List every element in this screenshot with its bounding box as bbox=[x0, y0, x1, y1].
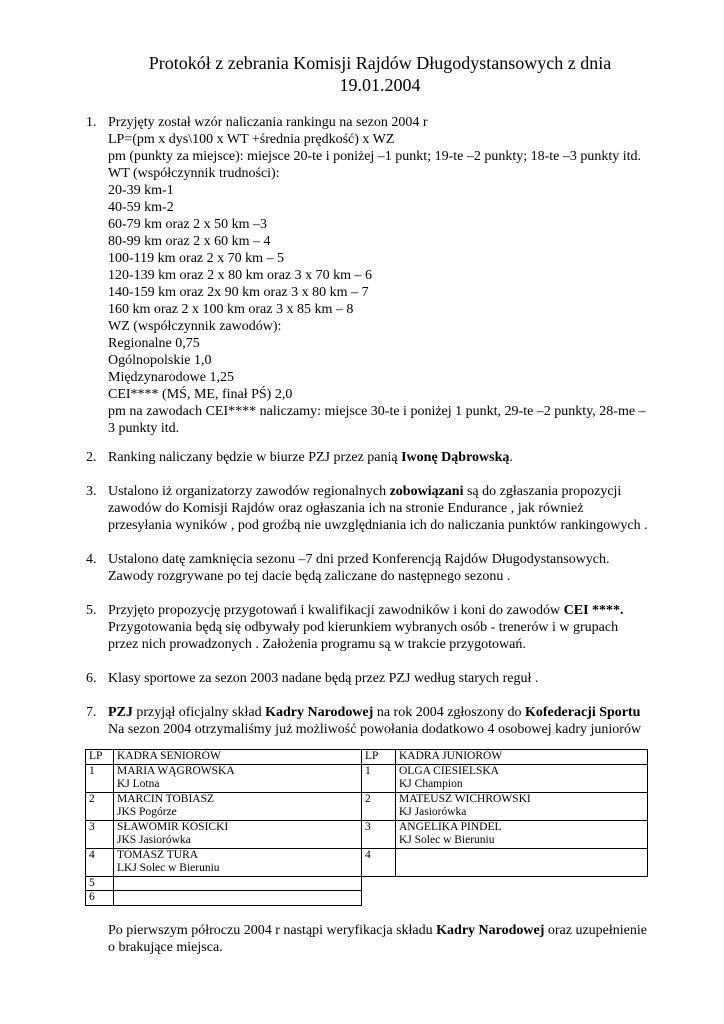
closing-line: o brakujące miejsca. bbox=[108, 940, 223, 955]
document-title bbox=[0, 52, 724, 96]
item-line: 40-59 km-2 bbox=[108, 200, 174, 215]
item-line: Przygotowania będą się odbywały pod kierunkiem wybranych osób - trenerów i w grupach bbox=[108, 620, 619, 635]
item-line: 60-79 km oraz 2 x 50 km –3 bbox=[108, 217, 268, 232]
empty-cell bbox=[396, 876, 648, 891]
table-header-row bbox=[86, 750, 648, 765]
junior-lp: 4 bbox=[362, 848, 396, 876]
senior-cell bbox=[114, 764, 362, 792]
item-number: 7. bbox=[86, 705, 97, 720]
junior-cell bbox=[396, 820, 648, 848]
header-lp-junior: LP bbox=[362, 750, 396, 765]
item-bold-text: Kadry Narodowej bbox=[265, 705, 374, 720]
item-line bbox=[108, 704, 686, 721]
item-line: 120-139 km oraz 2 x 80 km oraz 3 x 70 km – 6 bbox=[108, 268, 373, 283]
senior-cell bbox=[114, 876, 362, 891]
empty-cell bbox=[362, 891, 396, 906]
senior-lp: 4 bbox=[86, 848, 114, 876]
item-5 bbox=[86, 602, 686, 653]
senior-lp: 6 bbox=[86, 891, 114, 906]
item-4 bbox=[86, 551, 686, 585]
senior-club: JKS Pogórze bbox=[117, 806, 177, 818]
item-7 bbox=[86, 704, 686, 738]
item-text: Przyjęto propozycję przygotowań i kwalifikacji zawodników i koni do zawodów bbox=[108, 603, 564, 618]
item-line: CEI**** (MŚ, ME, finał PŚ) 2,0 bbox=[108, 387, 293, 402]
closing-line bbox=[108, 922, 698, 939]
junior-club: KJ Solec w Bieruniu bbox=[399, 834, 495, 846]
item-line: WT (współczynnik trudności): bbox=[108, 166, 280, 181]
senior-lp: 3 bbox=[86, 820, 114, 848]
item-number: 5. bbox=[86, 603, 97, 618]
item-number: 4. bbox=[86, 552, 97, 567]
item-line: Klasy sportowe za sezon 2003 nadane będą przez PZJ według starych reguł . bbox=[108, 671, 539, 686]
item-text: . bbox=[509, 450, 513, 465]
junior-lp: 1 bbox=[362, 764, 396, 792]
item-number: 6. bbox=[86, 671, 97, 686]
item-line: przez nich prowadzonych . Założenia programu są w trakcie przygotowań. bbox=[108, 637, 526, 652]
closing-text: oraz uzupełnienie bbox=[544, 923, 647, 938]
item-line: przesyłania wyników , pod groźbą nie uwzględniania ich do naliczania punktów rankingowych . bbox=[108, 518, 648, 533]
senior-cell bbox=[114, 891, 362, 906]
junior-club: KJ Jasiorówka bbox=[399, 806, 467, 818]
senior-lp: 5 bbox=[86, 876, 114, 891]
header-senior-squad: KADRA SENIORÓW bbox=[114, 750, 362, 765]
junior-lp: 3 bbox=[362, 820, 396, 848]
title-line-1: Protokół z zebrania Komisji Rajdów Długodystansowych z dnia bbox=[148, 53, 612, 73]
item-text: przyjął oficjalny skład bbox=[132, 705, 266, 720]
item-line: 100-119 km oraz 2 x 70 km – 5 bbox=[108, 251, 285, 266]
squad-table bbox=[85, 749, 648, 906]
header-junior-squad: KADRA JUNIORÓW bbox=[396, 750, 648, 765]
table-row bbox=[86, 848, 648, 876]
item-line: 20-39 km-1 bbox=[108, 183, 174, 198]
item-line: Przyjęty został wzór naliczania rankingu na sezon 2004 r bbox=[108, 115, 428, 130]
closing-bold-text: Kadry Narodowej bbox=[436, 923, 545, 938]
item-line: pm (punkty za miejsce): miejsce 20-te i poniżej –1 punkt; 19-te –2 punkty; 18-te –3 punkty itd. bbox=[108, 149, 642, 164]
item-line: Międzynarodowe 1,25 bbox=[108, 370, 234, 385]
table-row bbox=[86, 891, 648, 906]
senior-name: TOMASZ TURA bbox=[117, 848, 199, 861]
item-line: 160 km oraz 2 x 100 km oraz 3 x 85 km – 8 bbox=[108, 302, 354, 317]
junior-cell bbox=[396, 848, 648, 876]
table-row bbox=[86, 764, 648, 792]
senior-cell bbox=[114, 792, 362, 820]
senior-cell bbox=[114, 848, 362, 876]
item-line: 140-159 km oraz 2x 90 km oraz 3 x 80 km – 7 bbox=[108, 285, 369, 300]
item-number: 3. bbox=[86, 484, 97, 499]
item-line: 3 punkty itd. bbox=[108, 421, 180, 436]
senior-name: SŁAWOMIR KOSICKI bbox=[117, 820, 229, 833]
table-row bbox=[86, 876, 648, 891]
junior-name: MATEUSZ WICHROWSKI bbox=[399, 792, 531, 805]
item-text: są do zgłaszania propozycji bbox=[463, 484, 622, 499]
item-line: pm na zawodach CEI**** naliczamy: miejsce 30-te i poniżej 1 punkt, 29-te –2 punkty, 28-me – bbox=[108, 404, 646, 419]
closing-text: Po pierwszym półroczu 2004 r nastąpi weryfikacja składu bbox=[108, 923, 437, 938]
item-line: Ogólnopolskie 1,0 bbox=[108, 353, 212, 368]
item-line: WZ (współczynnik zawodów): bbox=[108, 319, 282, 334]
junior-lp: 2 bbox=[362, 792, 396, 820]
title-line-2: 19.01.2004 bbox=[339, 75, 421, 95]
senior-name: MARIA WĄGROWSKA bbox=[117, 764, 235, 777]
item-line bbox=[108, 602, 686, 619]
item-3 bbox=[86, 483, 686, 534]
item-text: na rok 2004 zgłoszony do bbox=[373, 705, 525, 720]
item-number: 2. bbox=[86, 450, 97, 465]
item-line: 80-99 km oraz 2 x 60 km – 4 bbox=[108, 234, 271, 249]
empty-cell bbox=[362, 876, 396, 891]
item-line bbox=[108, 449, 686, 466]
header-lp-senior: LP bbox=[86, 750, 114, 765]
item-bold-text: zobowiązani bbox=[389, 484, 464, 499]
closing-paragraph bbox=[108, 922, 698, 956]
senior-club: KJ Lotna bbox=[117, 778, 160, 790]
junior-name: OLGA CIESIELSKA bbox=[399, 764, 499, 777]
senior-name: MARCIN TOBIASZ bbox=[117, 792, 215, 805]
item-bold-text: Kofederacji Sportu bbox=[524, 705, 641, 720]
senior-club: LKJ Solec w Bieruniu bbox=[117, 862, 220, 874]
item-text: Ustalono iż organizatorzy zawodów regionalnych bbox=[108, 484, 390, 499]
item-1 bbox=[86, 114, 686, 437]
item-line: Na sezon 2004 otrzymaliśmy już możliwość powołania dodatkowo 4 osobowej kadry juniorów bbox=[108, 722, 642, 737]
item-bold-text: CEI ****. bbox=[563, 603, 624, 618]
item-line: LP=(pm x dys\100 x WT +średnia prędkość) x WZ bbox=[108, 132, 395, 147]
item-bold-text: PZJ bbox=[108, 705, 133, 720]
item-line: zawodów do Komisji Rajdów oraz ogłaszania ich na stronie Endurance , jak również bbox=[108, 501, 584, 516]
senior-club: JKS Jasiorówka bbox=[117, 834, 191, 846]
item-number: 1. bbox=[86, 115, 97, 130]
junior-cell bbox=[396, 764, 648, 792]
table-row bbox=[86, 820, 648, 848]
item-text: Ranking naliczany będzie w biurze PZJ przez panią bbox=[108, 450, 402, 465]
item-line bbox=[108, 483, 686, 500]
table-row bbox=[86, 792, 648, 820]
item-bold-text: Iwonę Dąbrowską bbox=[401, 450, 510, 465]
item-2 bbox=[86, 449, 686, 466]
senior-lp: 1 bbox=[86, 764, 114, 792]
item-line: Regionalne 0,75 bbox=[108, 336, 200, 351]
senior-cell bbox=[114, 820, 362, 848]
junior-club: KJ Champion bbox=[399, 778, 463, 790]
junior-name: ANGELIKA PINDEL bbox=[399, 820, 502, 833]
junior-cell bbox=[396, 792, 648, 820]
item-line: Ustalono datę zamknięcia sezonu –7 dni przed Konferencją Rajdów Długodystansowych. bbox=[108, 552, 610, 567]
item-line: Zawody rozgrywane po tej dacie będą zaliczane do następnego sezonu . bbox=[108, 569, 511, 584]
senior-lp: 2 bbox=[86, 792, 114, 820]
empty-cell bbox=[396, 891, 648, 906]
item-6 bbox=[86, 670, 686, 687]
